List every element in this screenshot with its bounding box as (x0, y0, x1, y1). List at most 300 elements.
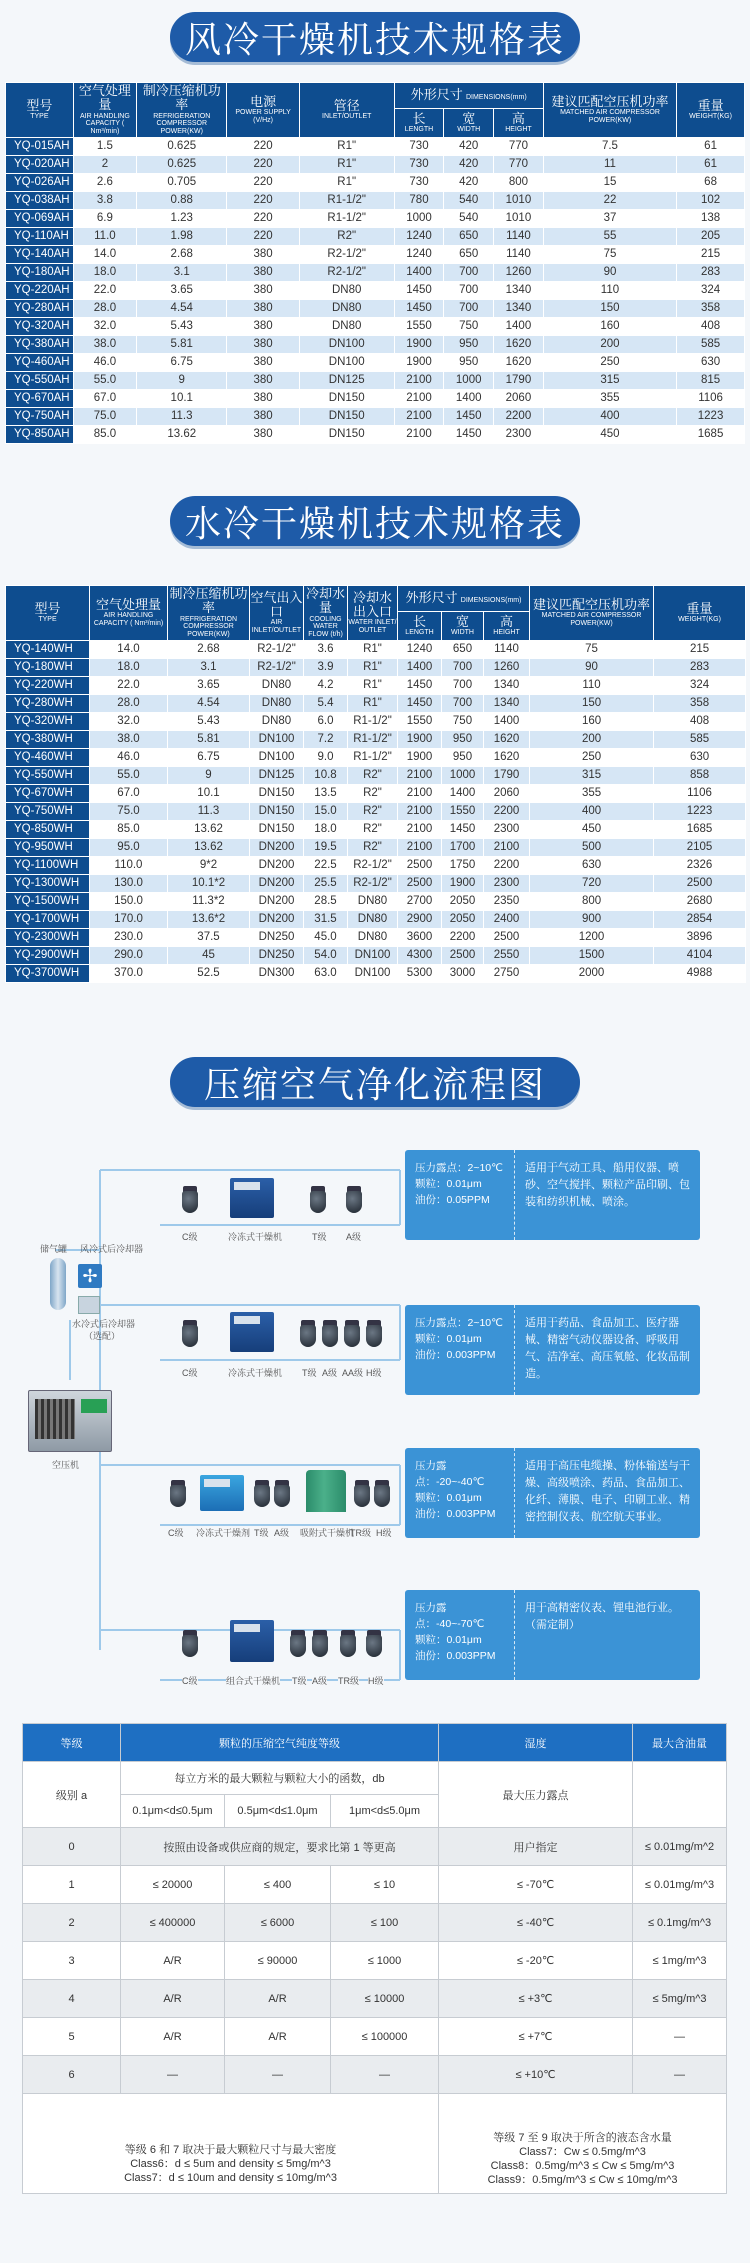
spec-cell: 0.625 (137, 137, 227, 155)
spec-cell: 11.3 (137, 407, 227, 425)
spec-cell: 160 (543, 317, 676, 335)
table-row (6, 964, 746, 982)
spec-cell: DN80 (250, 712, 304, 730)
quality-cell: ≤ 100000 (331, 2018, 439, 2056)
spec-cell: DN150 (299, 407, 394, 425)
spec-cell: 420 (444, 155, 494, 173)
spec-cell: 355 (543, 389, 676, 407)
t-filter-icon (300, 1320, 316, 1350)
spec-cell: 1260 (484, 658, 530, 676)
spec-cell: 1550 (398, 712, 442, 730)
spec-cell: R1-1/2" (299, 191, 394, 209)
table-row (6, 317, 745, 335)
spec-cell: 13.62 (168, 820, 250, 838)
model-cell: YQ-550AH (6, 371, 74, 389)
spec-cell: 14.0 (90, 640, 168, 658)
header-water-inlet: 冷却水出入口 WATER INLET/ OUTLET (348, 586, 398, 641)
spec-cell: 2500 (398, 874, 442, 892)
spec-cell: R1" (348, 640, 398, 658)
spec-cell: 2200 (484, 856, 530, 874)
spec-cell: 290.0 (90, 946, 168, 964)
quality-cell: — (633, 2056, 727, 2094)
table-row (6, 658, 746, 676)
spec-cell: 380 (227, 281, 299, 299)
spec-cell: 3.9 (304, 658, 348, 676)
blank-cell (633, 1762, 727, 1828)
spec-cell: 950 (444, 335, 494, 353)
spec-cell: 11 (543, 155, 676, 173)
spec-cell: 37 (543, 209, 676, 227)
spec-cell: 75 (530, 640, 654, 658)
spec-cell: 358 (677, 299, 745, 317)
spec-cell: R2" (348, 766, 398, 784)
spec-cell: 61 (677, 155, 745, 173)
table-row (6, 389, 745, 407)
h-filter-icon (366, 1320, 382, 1350)
spec-cell: 0.88 (137, 191, 227, 209)
size-range-3: 1μm<d≤5.0μm (331, 1795, 439, 1828)
spec-cell: 1790 (484, 766, 530, 784)
spec-cell: 585 (677, 335, 745, 353)
a-filter-icon (322, 1320, 338, 1350)
spec-cell: 1400 (398, 658, 442, 676)
spec-cell: 720 (530, 874, 654, 892)
spec-cell: 67.0 (73, 389, 136, 407)
quality-cell: ≤ +3℃ (439, 1980, 633, 2018)
spec-cell: 2100 (394, 407, 444, 425)
spec-cell: 38.0 (90, 730, 168, 748)
header-weight: 重量 WEIGHT(KG) (677, 83, 745, 138)
spec-cell: 630 (677, 353, 745, 371)
spec-cell: 700 (444, 299, 494, 317)
spec-cell: 950 (442, 748, 484, 766)
model-cell: YQ-1700WH (6, 910, 90, 928)
class-0-particle: 按照由设备或供应商的规定，要求比第 1 等更高 (121, 1828, 439, 1866)
model-cell: YQ-670AH (6, 389, 74, 407)
t-filter-icon (310, 1186, 326, 1216)
spec-cell: DN200 (250, 910, 304, 928)
spec-cell: DN150 (250, 802, 304, 820)
spec-cell: 3.6 (304, 640, 348, 658)
adsorption-dryer-icon (306, 1470, 346, 1512)
spec-cell: 380 (227, 299, 299, 317)
spec-cell: 750 (444, 317, 494, 335)
quality-cell: ≤ +10℃ (439, 2056, 633, 2094)
note-left: 等级 6 和 7 取决于最大颗粒尺寸与最大密度 Class6：d ≤ 5um and density ≤ 5mg/m^3 Class7：d ≤ 10um and density ≤ 10mg/m^3 (23, 2094, 439, 2194)
spec-cell: 2100 (398, 838, 442, 856)
spec-cell: 380 (227, 371, 299, 389)
row3-label-h: H级 (376, 1528, 392, 1538)
spec-cell: 32.0 (90, 712, 168, 730)
per-m3-cell: 每立方米的最大颗粒与颗粒大小的函数，db (121, 1762, 439, 1795)
spec-cell: 2500 (484, 928, 530, 946)
quality-cell: 4 (23, 1980, 121, 2018)
spec-cell: 2200 (494, 407, 544, 425)
spec-cell: 1260 (494, 263, 544, 281)
spec-cell: 815 (677, 371, 745, 389)
table-row (6, 640, 746, 658)
spec-cell: 110 (543, 281, 676, 299)
table-row (6, 874, 746, 892)
air-dryer-spec-table (5, 82, 745, 444)
spec-cell: 858 (654, 766, 746, 784)
row2-label-dryer: 冷冻式干燥机 (228, 1368, 283, 1378)
spec-cell: 90 (530, 658, 654, 676)
row3-label-c: C级 (168, 1528, 184, 1538)
table-row (6, 281, 745, 299)
quality-cell: A/R (225, 1980, 331, 2018)
spec-cell: R2" (299, 227, 394, 245)
model-cell: YQ-026AH (6, 173, 74, 191)
flow-title: 压缩空气净化流程图 (170, 1057, 580, 1107)
spec-cell: 150 (530, 694, 654, 712)
spec-cell: 22 (543, 191, 676, 209)
spec-cell: 4988 (654, 964, 746, 982)
spec-cell: 19.5 (304, 838, 348, 856)
spec-cell: 2100 (398, 802, 442, 820)
spec-cell: DN250 (250, 928, 304, 946)
tr-filter-icon (340, 1630, 356, 1660)
header-height: 高 HEIGHT (484, 611, 530, 640)
spec-cell: 28.0 (90, 694, 168, 712)
spec-cell: 450 (543, 425, 676, 443)
a-filter-icon (346, 1186, 362, 1216)
spec-cell: 3000 (442, 964, 484, 982)
spec-cell: 200 (543, 335, 676, 353)
spec-cell: 15.0 (304, 802, 348, 820)
class-0-grade: 0 (23, 1828, 121, 1866)
spec-cell: 15 (543, 173, 676, 191)
quality-cell: ≤ 1mg/m^3 (633, 1942, 727, 1980)
spec-cell: 0.705 (137, 173, 227, 191)
header-type: 型号 TYPE (6, 83, 74, 138)
table-row (6, 730, 746, 748)
row1-label-a: A级 (346, 1232, 362, 1242)
application-card: 压力露点：-20~-40℃ 颗粒：0.01μm 油份：0.003PPM 适用于高压电缆操、粉体输送与干燥、高级喷涂、药品、食品加工、化纤、薄膜、电子、印刷工业、精密控制仪表、航空航天事业。 (405, 1448, 700, 1538)
water-cooler-label: 水冷式后冷却器 (72, 1319, 136, 1329)
model-cell: YQ-140WH (6, 640, 90, 658)
spec-cell: DN80 (348, 928, 398, 946)
spec-cell: 730 (394, 155, 444, 173)
header-compressor-power: 制冷压缩机功率 REFRIGERATION COMPRESSOR POWER(KW) (137, 83, 227, 138)
spec-cell: 450 (530, 820, 654, 838)
spec-cell: 10.1 (168, 784, 250, 802)
spec-cell: 1685 (654, 820, 746, 838)
quality-cell: A/R (121, 1942, 225, 1980)
header-height: 高 HEIGHT (494, 108, 544, 137)
spec-cell: 355 (530, 784, 654, 802)
spec-cell: 1685 (677, 425, 745, 443)
quality-cell: — (121, 2056, 225, 2094)
spec-cell: 1106 (654, 784, 746, 802)
row4-label-t: T级 (292, 1676, 307, 1686)
spec-cell: 2500 (398, 856, 442, 874)
row2-label-h: H级 (366, 1368, 382, 1378)
spec-cell: R1-1/2" (348, 748, 398, 766)
spec-cell: R1" (299, 155, 394, 173)
spec-cell: 2050 (442, 892, 484, 910)
class-0-oil: ≤ 0.01mg/m^2 (633, 1828, 727, 1866)
spec-cell: 380 (227, 335, 299, 353)
spec-cell: 1620 (494, 335, 544, 353)
spec-cell: 2400 (484, 910, 530, 928)
spec-cell: DN200 (250, 856, 304, 874)
spec-cell: 2300 (484, 820, 530, 838)
spec-cell: 54.0 (304, 946, 348, 964)
a-filter-icon (274, 1480, 290, 1510)
spec-cell: 780 (394, 191, 444, 209)
spec-cell: 283 (677, 263, 745, 281)
spec-cell: 13.6*2 (168, 910, 250, 928)
spec-cell: 10.1 (137, 389, 227, 407)
spec-cell: R1-1/2" (348, 730, 398, 748)
spec-cell: 6.0 (304, 712, 348, 730)
model-cell: YQ-220WH (6, 676, 90, 694)
row1-label-dryer: 冷冻式干燥机 (228, 1232, 283, 1242)
table-row (6, 371, 745, 389)
spec-cell: 150 (543, 299, 676, 317)
model-cell: YQ-2300WH (6, 928, 90, 946)
spec-cell: DN100 (299, 353, 394, 371)
spec-cell: 18.0 (73, 263, 136, 281)
model-cell: YQ-140AH (6, 245, 74, 263)
spec-cell: 3.8 (73, 191, 136, 209)
table-row (6, 227, 745, 245)
spec-cell: DN80 (348, 910, 398, 928)
spec-cell: 1000 (394, 209, 444, 227)
row2-label-c: C级 (182, 1368, 198, 1378)
spec-cell: 220 (227, 137, 299, 155)
header-power-supply: 电源 POWER SUPPLY (V/Hz) (227, 83, 299, 138)
spec-cell: 800 (494, 173, 544, 191)
quality-cell: 5 (23, 2018, 121, 2056)
note-right: 等级 7 至 9 取决于所含的液态含水量 Class7：Cw ≤ 0.5mg/m^3 Class8：0.5mg/m^3 ≤ Cw ≤ 5mg/m^3 Class9：0.5mg/m^3 ≤ Cw ≤ 10mg/m^3 (439, 2094, 727, 2194)
c-filter-icon (182, 1630, 198, 1660)
spec-cell: 1240 (394, 245, 444, 263)
quality-cell: ≤ -20℃ (439, 1942, 633, 1980)
spec-cell: 3.65 (168, 676, 250, 694)
spec-cell: DN100 (250, 730, 304, 748)
air-table-body (6, 137, 745, 443)
spec-cell: 55.0 (73, 371, 136, 389)
quality-cell: A/R (225, 2018, 331, 2056)
row4-label-dryer: 组合式干燥机 (226, 1676, 281, 1686)
spec-cell: 1450 (394, 281, 444, 299)
spec-cell: DN100 (250, 748, 304, 766)
c-filter-icon (170, 1480, 186, 1510)
table-row (6, 299, 745, 317)
table-row (6, 802, 746, 820)
spec-cell: 3.1 (168, 658, 250, 676)
row4-label-c: C级 (182, 1676, 198, 1686)
air-compressor-label: 空压机 (52, 1460, 80, 1470)
spec-cell: DN80 (348, 892, 398, 910)
model-cell: YQ-850WH (6, 820, 90, 838)
h-filter-icon (374, 1480, 390, 1510)
spec-cell: R2-1/2" (299, 245, 394, 263)
spec-cell: 630 (654, 748, 746, 766)
spec-cell: 1790 (494, 371, 544, 389)
spec-cell: 2854 (654, 910, 746, 928)
header-air-inlet: 空气出入口 AIR INLET/OUTLET (250, 586, 304, 641)
spec-cell: 324 (677, 281, 745, 299)
spec-cell: 500 (530, 838, 654, 856)
spec-cell: 1223 (677, 407, 745, 425)
spec-cell: 2.68 (168, 640, 250, 658)
spec-cell: R2" (348, 802, 398, 820)
spec-cell: 5.43 (168, 712, 250, 730)
table-row (6, 335, 745, 353)
spec-cell: 11.0 (73, 227, 136, 245)
spec-cell: 95.0 (90, 838, 168, 856)
spec-cell: 1450 (394, 299, 444, 317)
spec-cell: 250 (543, 353, 676, 371)
table-row (6, 191, 745, 209)
spec-cell: 200 (530, 730, 654, 748)
header-matched-power: 建议匹配空压机功率 MATCHED AIR COMPRESSOR POWER(KW) (530, 586, 654, 641)
header-compressor-power: 制冷压缩机功率 REFRIGERATION COMPRESSOR POWER(KW) (168, 586, 250, 641)
spec-cell: 650 (442, 640, 484, 658)
spec-cell: 2000 (530, 964, 654, 982)
quality-cell: 1 (23, 1866, 121, 1904)
header-particle-class: 颗粒的压缩空气纯度等级 (121, 1724, 439, 1762)
table-row (6, 676, 746, 694)
spec-cell: 25.5 (304, 874, 348, 892)
spec-cell: 1340 (494, 281, 544, 299)
spec-cell: DN125 (250, 766, 304, 784)
spec-cell: 358 (654, 694, 746, 712)
spec-cell: 85.0 (73, 425, 136, 443)
spec-cell: 37.5 (168, 928, 250, 946)
header-inlet-outlet: 管径 INLET/OUTLET (299, 83, 394, 138)
model-cell: YQ-038AH (6, 191, 74, 209)
spec-cell: 9 (137, 371, 227, 389)
quality-cell: ≤ +7℃ (439, 2018, 633, 2056)
spec-cell: 2300 (494, 425, 544, 443)
spec-cell: 5.4 (304, 694, 348, 712)
spec-cell: 380 (227, 263, 299, 281)
spec-cell: DN200 (250, 892, 304, 910)
model-cell: YQ-069AH (6, 209, 74, 227)
c-filter-icon (182, 1186, 198, 1216)
spec-cell: 2550 (484, 946, 530, 964)
table-row (6, 856, 746, 874)
spec-cell: 28.5 (304, 892, 348, 910)
table-row (6, 946, 746, 964)
air-cooler-label: 风冷式后冷却器 (80, 1244, 144, 1254)
table-row (6, 353, 745, 371)
quality-cell: ≤ 1000 (331, 1942, 439, 1980)
header-humidity: 湿度 (439, 1724, 633, 1762)
spec-cell: 1340 (494, 299, 544, 317)
quality-cell: ≤ 0.01mg/m^3 (633, 1866, 727, 1904)
spec-cell: 1240 (398, 640, 442, 658)
spec-cell: 3896 (654, 928, 746, 946)
spec-cell: 160 (530, 712, 654, 730)
quality-row (23, 1980, 727, 2018)
model-cell: YQ-110AH (6, 227, 74, 245)
grade-a-cell: 级别 a (23, 1762, 121, 1828)
spec-cell: 1140 (484, 640, 530, 658)
header-capacity: 空气处理量 AIR HANDLING CAPACITY ( Nm³/min) (90, 586, 168, 641)
spec-cell: 650 (444, 227, 494, 245)
header-cooling-water: 冷却水量 COOLING WATER FLOW (t/h) (304, 586, 348, 641)
header-weight: 重量 WEIGHT(KG) (654, 586, 746, 641)
header-width: 宽 WIDTH (444, 108, 494, 137)
quality-cell: — (633, 2018, 727, 2056)
spec-cell: 6.75 (137, 353, 227, 371)
application-card: 压力露点：-40~-70℃ 颗粒：0.01μm 油份：0.003PPM 用于高精密仪表、锂电池行业。（需定制） (405, 1590, 700, 1680)
spec-cell: 400 (530, 802, 654, 820)
quality-cell: ≤ 10 (331, 1866, 439, 1904)
spec-cell: 2.6 (73, 173, 136, 191)
spec-cell: 408 (677, 317, 745, 335)
spec-cell: R2-1/2" (299, 263, 394, 281)
model-cell: YQ-460WH (6, 748, 90, 766)
spec-cell: 1340 (484, 694, 530, 712)
air-quality-class-table (22, 1723, 727, 2194)
spec-cell: 630 (530, 856, 654, 874)
refrigerated-dryer-icon (200, 1475, 244, 1511)
spec-cell: 2100 (394, 371, 444, 389)
quality-cell: ≤ -40℃ (439, 1904, 633, 1942)
spec-cell: 770 (494, 155, 544, 173)
spec-cell: 1620 (484, 730, 530, 748)
h-filter-icon (366, 1630, 382, 1660)
spec-cell: 2060 (484, 784, 530, 802)
table-row (6, 173, 745, 191)
spec-cell: 220 (227, 191, 299, 209)
quality-row (23, 1866, 727, 1904)
table-row (6, 910, 746, 928)
row4-label-h: H级 (368, 1676, 384, 1686)
spec-cell: R2-1/2" (250, 658, 304, 676)
spec-cell: DN150 (299, 389, 394, 407)
quality-cell: A/R (121, 1980, 225, 2018)
row1-label-t: T级 (312, 1232, 327, 1242)
spec-cell: 220 (227, 227, 299, 245)
spec-cell: 4104 (654, 946, 746, 964)
spec-cell: 230.0 (90, 928, 168, 946)
spec-cell: 408 (654, 712, 746, 730)
spec-cell: 950 (442, 730, 484, 748)
spec-cell: 150.0 (90, 892, 168, 910)
model-cell: YQ-1500WH (6, 892, 90, 910)
size-range-2: 0.5μm<d≤1.0μm (225, 1795, 331, 1828)
spec-cell: 4.54 (137, 299, 227, 317)
spec-cell: 2700 (398, 892, 442, 910)
spec-cell: 46.0 (73, 353, 136, 371)
c-filter-icon (182, 1320, 198, 1350)
size-range-1: 0.1μm<d≤0.5μm (121, 1795, 225, 1828)
spec-cell: 700 (442, 658, 484, 676)
spec-cell: 2100 (394, 389, 444, 407)
spec-cell: 10.1*2 (168, 874, 250, 892)
quality-row (23, 1904, 727, 1942)
model-cell: YQ-1300WH (6, 874, 90, 892)
spec-cell: 2200 (484, 802, 530, 820)
spec-cell: 220 (227, 155, 299, 173)
spec-cell: 14.0 (73, 245, 136, 263)
table-row (6, 263, 745, 281)
spec-cell: 2100 (394, 425, 444, 443)
spec-cell: 13.5 (304, 784, 348, 802)
model-cell: YQ-180WH (6, 658, 90, 676)
application-card: 压力露点：2~10℃ 颗粒：0.01μm 油份：0.003PPM 适用于药品、食品加工、医疗器械、精密气动仪器设备、呼吸用气、洁净室、高压氧舱、化妆品制造。 (405, 1305, 700, 1395)
spec-cell: 22.5 (304, 856, 348, 874)
table-row (6, 694, 746, 712)
spec-cell: 7.5 (543, 137, 676, 155)
